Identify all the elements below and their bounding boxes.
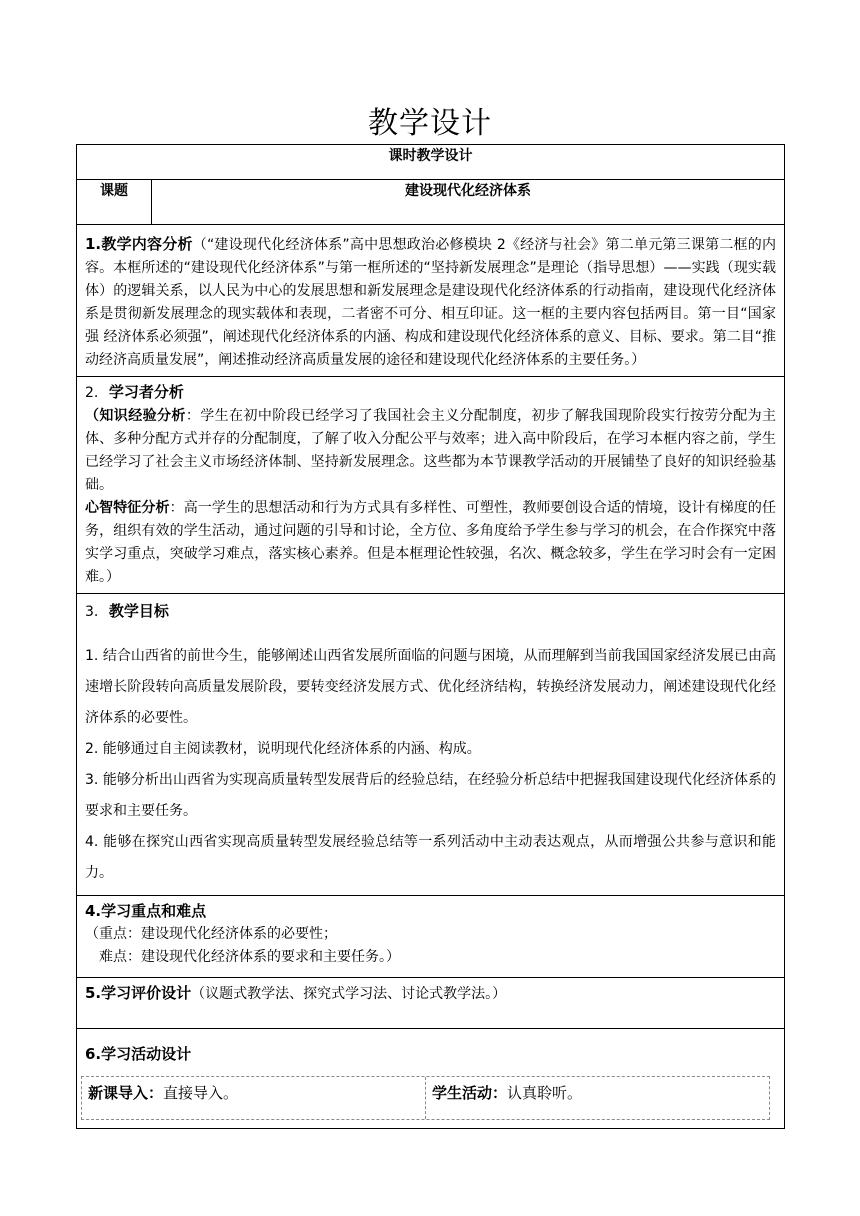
difficult-point-text: 难点：建设现代化经济体系的要求和主要任务。） <box>99 949 400 965</box>
objectives-heading: 教学目标 <box>108 602 169 620</box>
key-points-section <box>77 896 784 977</box>
mental-analysis-label: 心智特征分析 <box>85 500 170 516</box>
activity-table <box>81 1076 770 1120</box>
content-analysis-heading: 1.教学内容分析 <box>85 235 193 253</box>
topic-row <box>77 180 785 225</box>
objective-item: 1. 结合山西省的前世今生，能够阐述山西省发展所面临的问题与困境，从而理解到当前我国国家经济发展已由高速增长阶段转向高质量发展阶段，要转变经济发展方式、优化经济结构，转换经济发展动力，阐述建设现代化经济体系的必要性。 <box>85 648 776 726</box>
key-points-heading: 4.学习重点和难点 <box>85 902 207 920</box>
learner-analysis-row <box>77 377 785 594</box>
objective-item: 2. 能够通过自主阅读教材，说明现代化经济体系的内涵、构成。 <box>85 741 481 757</box>
activities-row <box>77 1029 785 1129</box>
objectives-number: 3. <box>85 604 99 620</box>
objective-item: 3. 能够分析出山西省为实现高质量转型发展背后的经验总结，在经验分析总结中把握我国建设现代化经济体系的要求和主要任务。 <box>85 772 776 819</box>
table-header-row <box>77 145 785 180</box>
evaluation-body: （议题式教学法、探究式学习法、讨论式教学法。） <box>191 986 507 1002</box>
mental-analysis-body: ：高一学生的思想活动和行为方式具有多样性、可塑性，教师要创设合适的情境，设计有梯度的任务，组织有效的学生活动，通过问题的引导和讨论，全方位、多角度给予学生参与学习的机会，在合作探究中落实学习重点，突破学习难点，落实核心素养。但是本框理论性较强，名次、概念较多，学生在学习时会有一定困难。） <box>85 500 776 585</box>
content-analysis-section <box>77 225 784 376</box>
learner-analysis-section <box>77 377 784 593</box>
content-analysis-row <box>77 225 785 377</box>
key-points-row <box>77 896 785 978</box>
key-point-text: （重点：建设现代化经济体系的必要性； <box>85 926 337 942</box>
content-analysis-body: （“建设现代化经济体系”高中思想政治必修模块 2《经济与社会》第二单元第三课第二框的内容。本框所述的“建设现代化经济体系”与第一框所述的“坚持新发展理念”是理论（指导思想）——实践（现实载体）的逻辑关系，以人民为中心的发展思想和新发展理念是建设现代化经济体系的行动指南，建设现代化经济体系是贯彻新发展理念的现实载体和表现，二者密不可分、相互印证。这一框的主要内容包括两目。第一目“国家强 经济体系必须强”，阐述现代化经济体系的内涵、构成和建设现代化经济体系的意义、目标、要求。第二目“推动经济高质量发展”，阐述推动经济高质量发展的途径和建设现代化经济体系的主要任务。） <box>85 237 776 368</box>
student-activity-label: 学生活动： <box>432 1084 508 1102</box>
knowledge-analysis-body: ：学生在初中阶段已经学习了我国社会主义分配制度，初步了解我国现阶段实行按劳分配为主体、多种分配方式并存的分配制度，了解了收入分配公平与效率；进入高中阶段后，在学习本框内容之前，学生已经学习了社会主义市场经济体制、坚持新发展理念。这些都为本节课教学活动的开展铺垫了良好的知识经验基础。 <box>85 408 777 493</box>
intro-value: 直接导入。 <box>163 1084 239 1102</box>
activities-heading: 6.学习活动设计 <box>85 1045 192 1063</box>
table-header: 课时教学设计 <box>77 145 785 180</box>
topic-value: 建设现代化经济体系 <box>152 180 785 225</box>
activities-section <box>77 1029 784 1066</box>
intro-cell <box>82 1077 425 1119</box>
evaluation-section <box>77 978 784 1010</box>
student-activity-value: 认真聆听。 <box>507 1084 583 1102</box>
evaluation-heading: 5.学习评价设计 <box>85 984 192 1002</box>
learner-analysis-number: 2. <box>85 385 99 401</box>
learner-analysis-heading: 学习者分析 <box>108 383 184 401</box>
topic-label: 课题 <box>77 180 152 225</box>
objective-item: 4. 能够在探究山西省实现高质量转型发展经验总结等一系列活动中主动表达观点，从而增强公共参与意识和能力。 <box>85 834 776 881</box>
intro-label: 新课导入： <box>88 1084 164 1102</box>
document-title: 教学设计 <box>368 106 492 141</box>
student-activity-cell <box>425 1077 769 1119</box>
objectives-row <box>77 594 785 896</box>
knowledge-analysis-label: （知识经验分析 <box>85 408 186 424</box>
evaluation-row <box>77 978 785 1029</box>
objectives-section <box>77 594 784 895</box>
lesson-design-table <box>76 144 785 1129</box>
